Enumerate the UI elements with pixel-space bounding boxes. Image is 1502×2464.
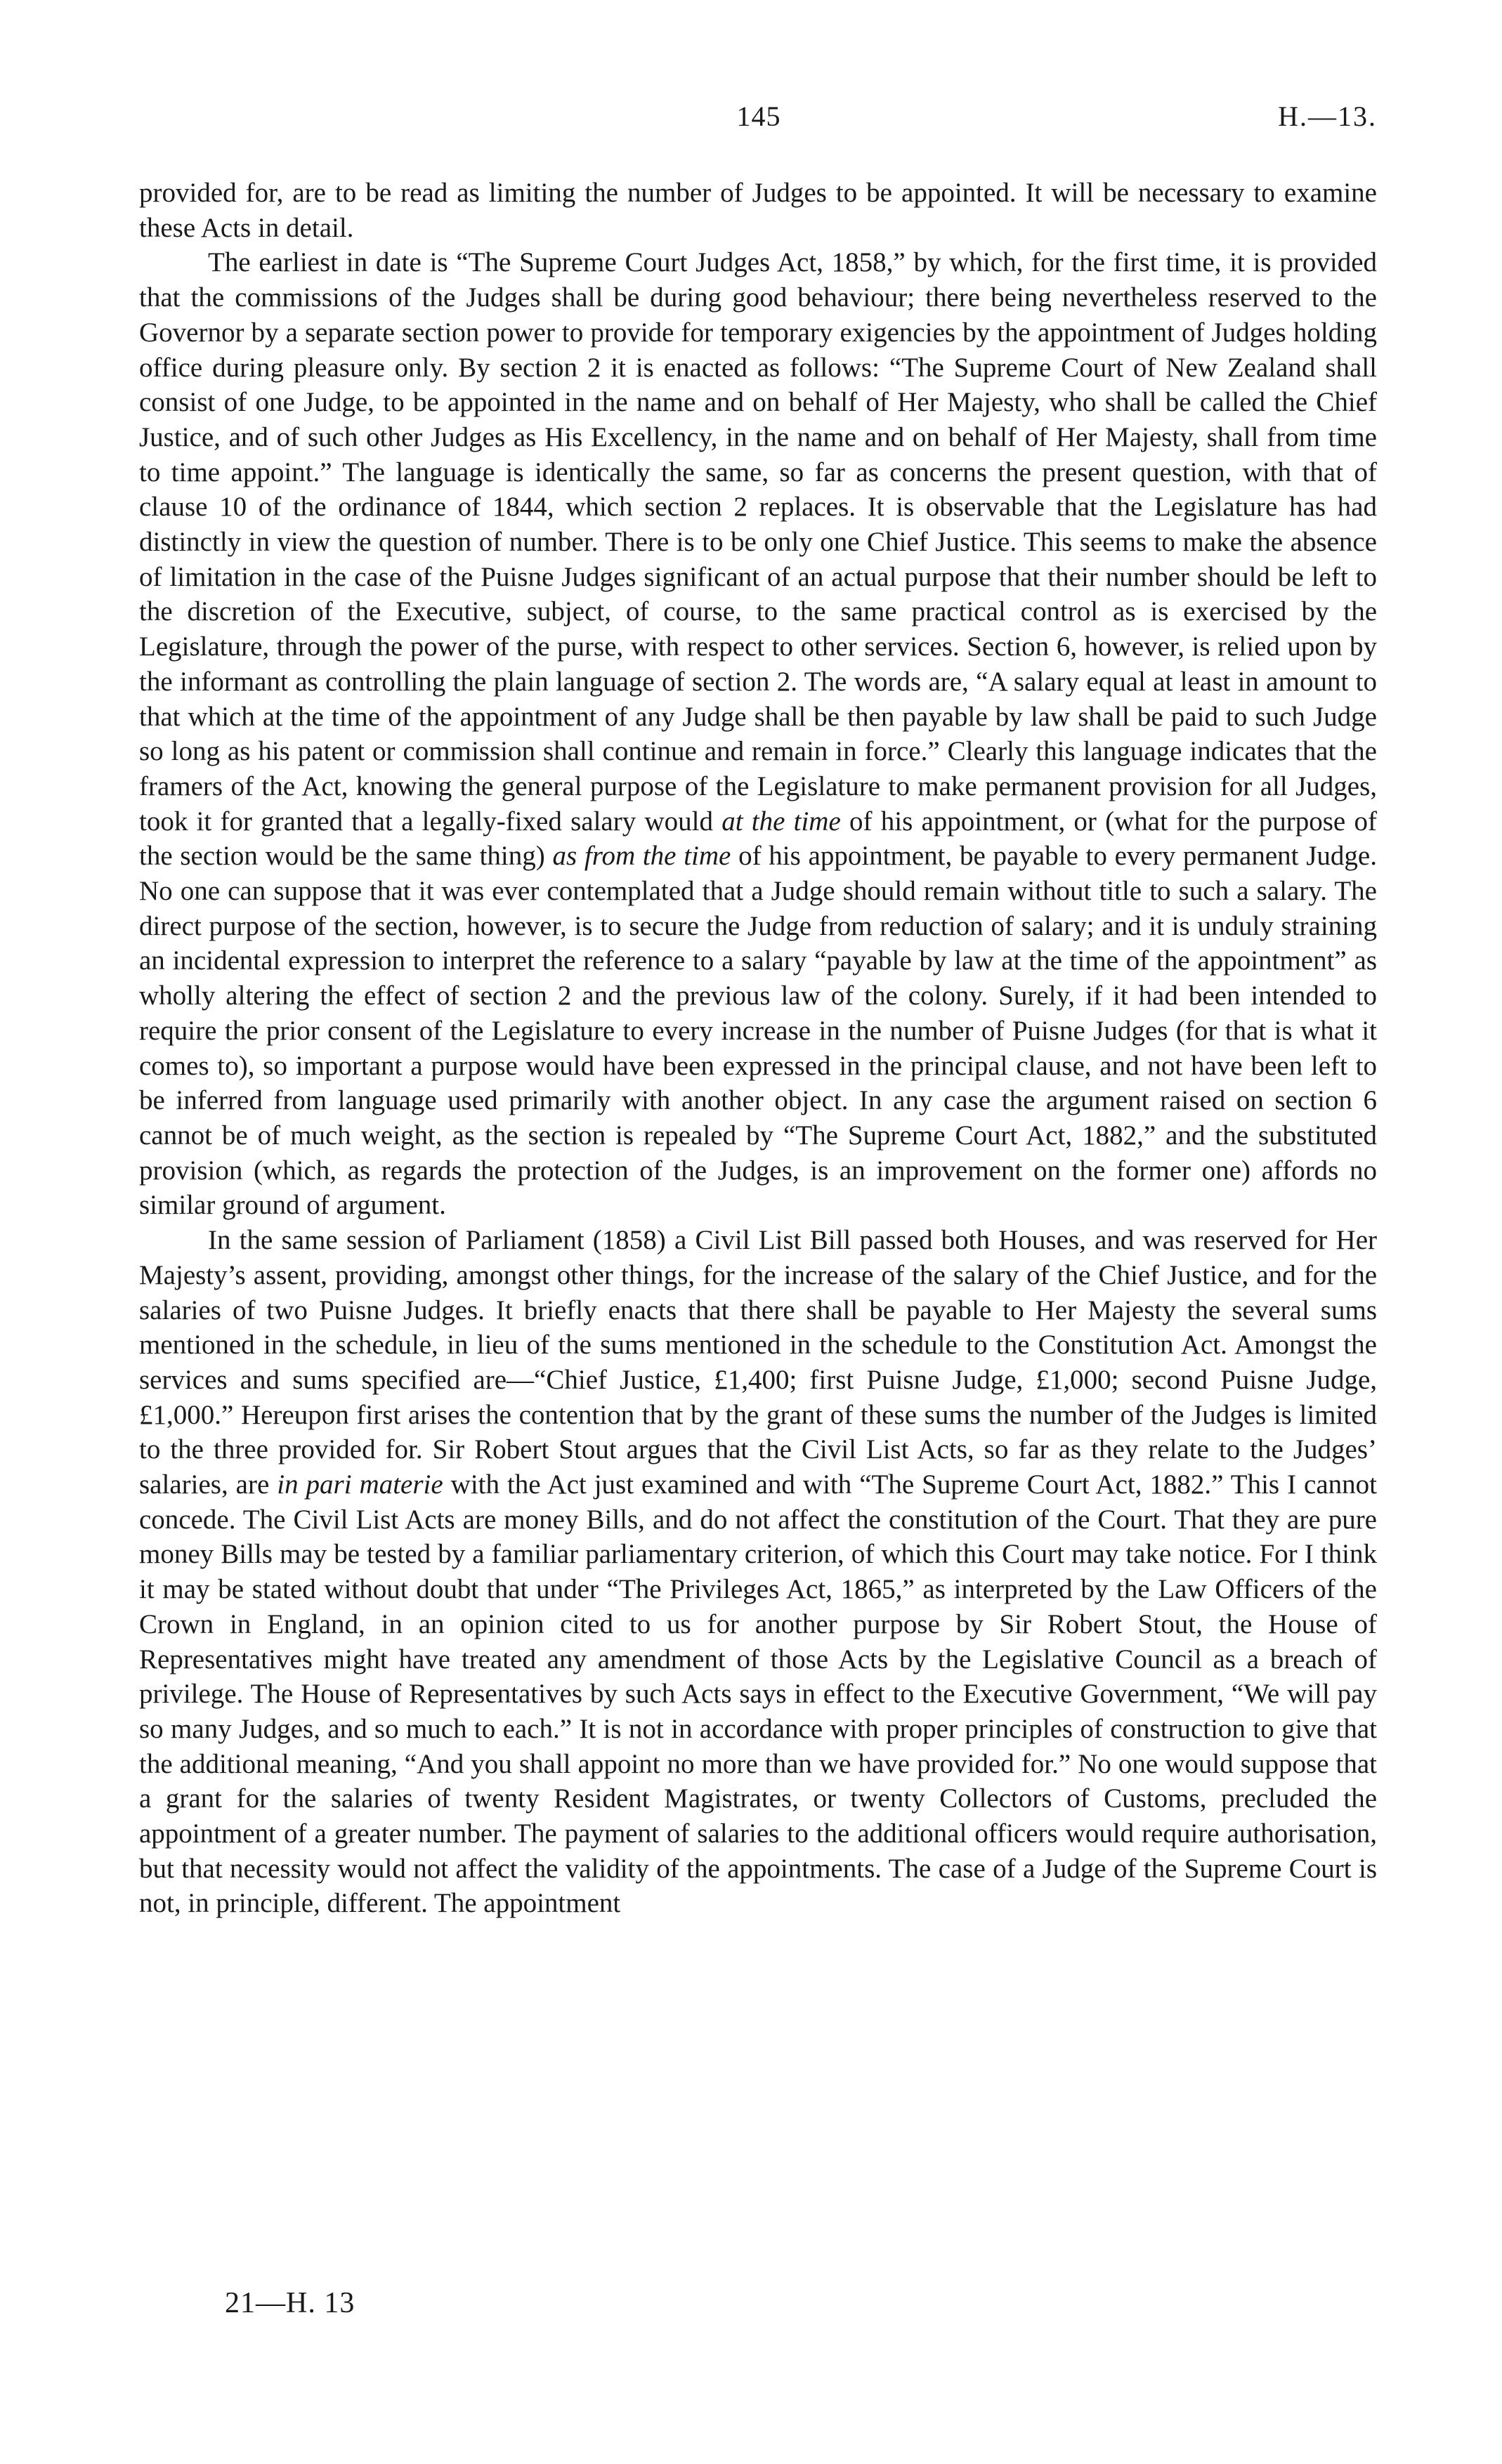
- page-number: 145: [736, 100, 781, 132]
- paragraph-2-part-3: of his appointment, be payable to every permanent Judge. No one can suppose that it was ever contemplated that a Judge should remain without title to such a salary. The direct purpose of the section, however, is to secure the Judge from reduction of salary; and it is unduly straining an incidental expression to interpret the reference to a salary “payable by law at the time of the appointment” as wholly altering the effect of section 2 and the previous law of the colony. Surely, if it had been intended to require the prior consent of the Legislature to every increase in the number of Puisne Judges (for that is what it comes to), so important a purpose would have been expressed in the principal clause, and not have been left to be inferred from language used primarily with another object. In any case the argument raised on section 6 cannot be of much weight, as the section is repealed by “The Supreme Court Act, 1882,” and the substituted provision (which, as regards the protection of the Judges, is an improvement on the former one) affords no similar ground of argument.: [139, 841, 1377, 1221]
- document-reference: H.—13.: [1278, 100, 1377, 132]
- paragraph-3-part-2: with the Act just examined and with “The Supreme Court Act, 1882.” This I cannot concede. The Civil List Acts are money Bills, and do not affect the constitution of the Court. That they are pure money Bills may be tested by a familiar parliamentary criterion, of which this Court may take notice. For I think it may be stated without doubt that under “The Privileges Act, 1865,” as interpreted by the Law Officers of the Crown in England, in an opinion cited to us for another purpose by Sir Robert Stout, the House of Representatives might have treated any amendment of those Acts by the Legislative Council as a breach of privilege. The House of Representatives by such Acts says in effect to the Executive Government, “We will pay so many Judges, and so much to each.” It is not in accordance with proper principles of construction to give that the additional meaning, “And you shall appoint no more than we have provided for.” No one would suppose that a grant for the salaries of twenty Resident Magistrates, or twenty Collectors of Customs, precluded the appointment of a greater number. The payment of salaries to the additional officers would require authorisation, but that necessity would not affect the validity of the appointments. The case of a Judge of the Supreme Court is not, in principle, different. The appointment: [139, 1469, 1377, 1919]
- paragraph-3-italic-1: in pari materie: [277, 1469, 443, 1500]
- paragraph-2-italic-2: as from the time: [552, 841, 731, 872]
- page-header: [141, 100, 1377, 142]
- paragraph-1: provided for, are to be read as limiting the number of Judges to be appointed. It will be necessary to examine these Acts in detail.: [139, 178, 1377, 243]
- paragraph-2: [139, 245, 1377, 1223]
- paragraph-2-italic-1: at the time: [721, 806, 841, 837]
- paragraph-3: [139, 1223, 1377, 1921]
- paragraph-3-part-1: In the same session of Parliament (1858) a Civil List Bill passed both Houses, and was reserved for Her Majesty’s assent, providing, amongst other things, for the increase of the salary of the Chief Justice, and for the salaries of two Puisne Judges. It briefly enacts that there shall be payable to Her Majesty the several sums mentioned in the schedule, in lieu of the sums mentioned in the schedule to the Constitution Act. Amongst the services and sums specified are—“Chief Justice, £1,400; first Puisne Judge, £1,000; second Puisne Judge, £1,000.” Hereupon first arises the contention that by the grant of these sums the number of the Judges is limited to the three provided for. Sir Robert Stout argues that the Civil List Acts, so far as they relate to the Judges’ salaries, are: [139, 1225, 1377, 1500]
- signature-mark: 21—H. 13: [225, 2287, 355, 2319]
- body-text: [139, 176, 1377, 1921]
- paragraph-2-part-2: of his appointment, or (what for the purpose of the section would be the same thing): [139, 806, 1377, 872]
- paragraph-2-part-1: The earliest in date is “The Supreme Court Judges Act, 1858,” by which, for the first time, it is provided that the commissions of the Judges shall be during good behaviour; there being nevertheless reserved to the Governor by a separate section power to provide for temporary exigencies by the appointment of Judges holding office during pleasure only. By section 2 it is enacted as follows: “The Supreme Court of New Zealand shall consist of one Judge, to be appointed in the name and on behalf of Her Majesty, who shall be called the Chief Justice, and of such other Judges as His Excellency, in the name and on behalf of Her Majesty, shall from time to time appoint.” The language is identically the same, so far as concerns the present question, with that of clause 10 of the ordinance of 1844, which section 2 replaces. It is observable that the Legislature has had distinctly in view the question of number. There is to be only one Chief Justice. This seems to make the absence of limitation in the case of the Puisne Judges significant of an actual purpose that their number should be left to the discretion of the Executive, subject, of course, to the same practical control as is exercised by the Legislature, through the power of the purse, with respect to other services. Section 6, however, is relied upon by the informant as controlling the plain language of section 2. The words are, “A salary equal at least in amount to that which at the time of the appointment of any Judge shall be then payable by law shall be paid to such Judge so long as his patent or commission shall continue and remain in force.” Clearly this language indicates that the framers of the Act, knowing the general purpose of the Legislature to make permanent provision for all Judges, took it for granted that a legally-fixed salary would: [139, 247, 1377, 837]
